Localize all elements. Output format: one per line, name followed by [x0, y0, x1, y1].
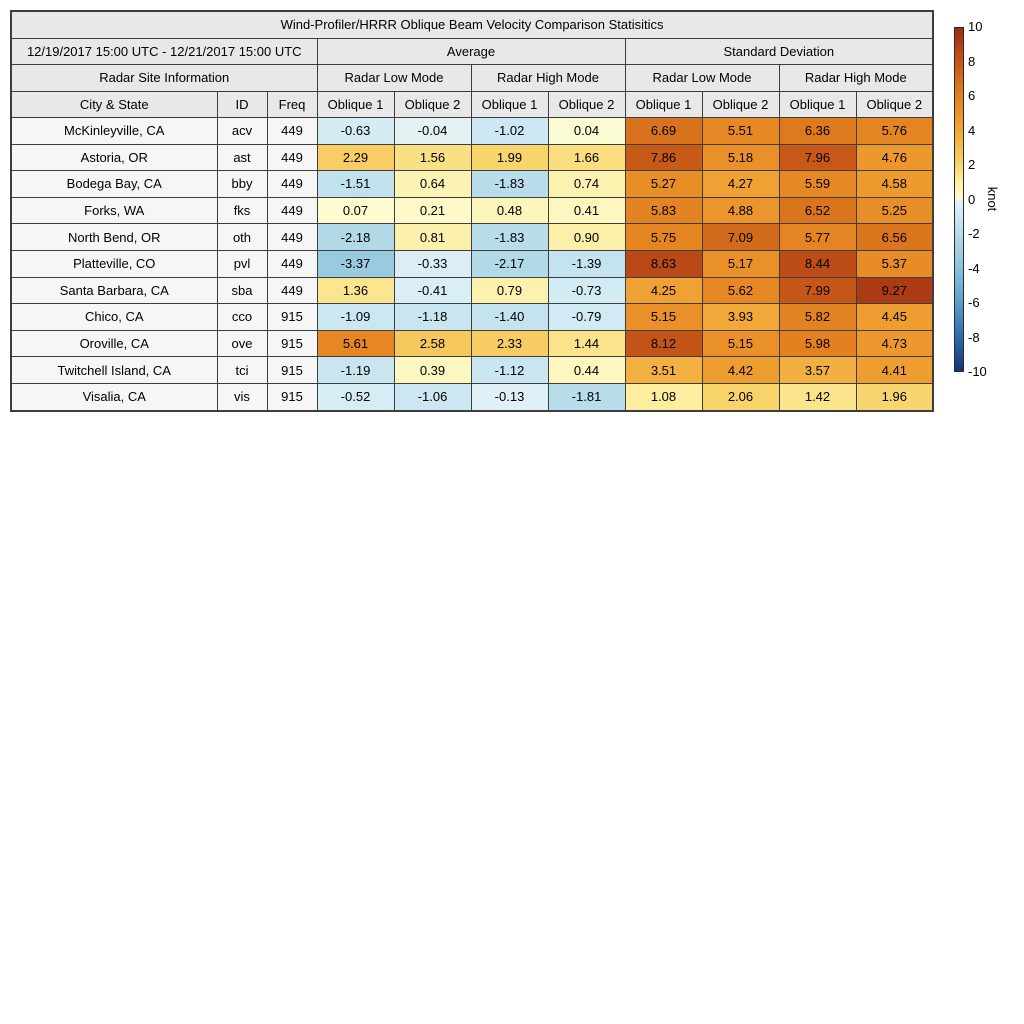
colorbar-tick-label: -6	[968, 295, 980, 310]
value-cell: 1.42	[779, 383, 856, 410]
value-cell: 7.09	[702, 224, 779, 251]
value-cell: 0.81	[394, 224, 471, 251]
value-cell: 4.25	[625, 277, 702, 304]
value-cell: 0.64	[394, 171, 471, 198]
city-cell: Santa Barbara, CA	[11, 277, 217, 304]
site-id-cell: tci	[217, 357, 267, 384]
table-row	[11, 118, 933, 145]
value-cell: -1.09	[317, 304, 394, 331]
value-cell: 1.99	[471, 144, 548, 171]
site-id-cell: vis	[217, 383, 267, 410]
colorbar-tick-label: 2	[968, 157, 976, 172]
value-cell: 4.58	[856, 171, 933, 198]
value-cell: -1.19	[317, 357, 394, 384]
value-cell: 5.83	[625, 197, 702, 224]
value-cell: 5.18	[702, 144, 779, 171]
site-id-cell: sba	[217, 277, 267, 304]
colorbar	[954, 19, 1024, 379]
value-cell: 2.06	[702, 383, 779, 410]
value-cell: 4.27	[702, 171, 779, 198]
value-cell: 8.63	[625, 250, 702, 277]
value-cell: -0.41	[394, 277, 471, 304]
value-cell: 2.29	[317, 144, 394, 171]
value-cell: 5.59	[779, 171, 856, 198]
value-cell: 5.37	[856, 250, 933, 277]
group-header-std-deviation: Standard Deviation	[625, 38, 933, 65]
city-cell: Chico, CA	[11, 304, 217, 331]
value-cell: 4.88	[702, 197, 779, 224]
site-id-cell: ast	[217, 144, 267, 171]
value-cell: 1.44	[548, 330, 625, 357]
table-body	[11, 118, 933, 411]
value-cell: 5.15	[625, 304, 702, 331]
table-row	[11, 250, 933, 277]
colorbar-tick-label: 4	[968, 122, 976, 138]
site-id-cell: pvl	[217, 250, 267, 277]
value-cell: -2.17	[471, 250, 548, 277]
colorbar-tick-label: -8	[968, 329, 980, 345]
value-cell: 5.51	[702, 118, 779, 145]
table-row	[11, 383, 933, 410]
value-cell: 1.56	[394, 144, 471, 171]
value-cell: 5.82	[779, 304, 856, 331]
value-cell: -1.06	[394, 383, 471, 410]
table-row	[11, 330, 933, 357]
value-cell: 2.58	[394, 330, 471, 357]
city-cell: Bodega Bay, CA	[11, 171, 217, 198]
value-cell: 4.76	[856, 144, 933, 171]
value-cell: 0.74	[548, 171, 625, 198]
colorbar-tick-label: -2	[968, 226, 980, 241]
column-header-10: Oblique 2	[856, 91, 933, 118]
column-header-6: Oblique 2	[548, 91, 625, 118]
value-cell: 7.99	[779, 277, 856, 304]
value-cell: 0.48	[471, 197, 548, 224]
site-id-cell: fks	[217, 197, 267, 224]
freq-cell: 915	[267, 357, 317, 384]
value-cell: 7.86	[625, 144, 702, 171]
colorbar-gradient	[954, 27, 964, 372]
value-cell: 5.76	[856, 118, 933, 145]
title-row	[11, 11, 933, 38]
colorbar-tick-label: 8	[968, 53, 976, 69]
value-cell: 6.36	[779, 118, 856, 145]
column-header-8: Oblique 2	[702, 91, 779, 118]
value-cell: 8.12	[625, 330, 702, 357]
value-cell: 1.96	[856, 383, 933, 410]
table-row	[11, 357, 933, 384]
table-row	[11, 277, 933, 304]
freq-cell: 449	[267, 118, 317, 145]
value-cell: 5.98	[779, 330, 856, 357]
freq-cell: 915	[267, 330, 317, 357]
column-header-4: Oblique 2	[394, 91, 471, 118]
value-cell: 0.07	[317, 197, 394, 224]
colorbar-tick-label: -10	[968, 364, 987, 379]
table-row	[11, 197, 933, 224]
value-cell: 1.36	[317, 277, 394, 304]
value-cell: -0.73	[548, 277, 625, 304]
freq-cell: 449	[267, 144, 317, 171]
colorbar-axis-label: knot	[985, 186, 1000, 212]
value-cell: 5.15	[702, 330, 779, 357]
value-cell: 3.57	[779, 357, 856, 384]
value-cell: 6.56	[856, 224, 933, 251]
section-header-std-low-mode: Radar Low Mode	[625, 65, 779, 92]
column-header-3: Oblique 1	[317, 91, 394, 118]
city-cell: North Bend, OR	[11, 224, 217, 251]
city-cell: Platteville, CO	[11, 250, 217, 277]
value-cell: 5.75	[625, 224, 702, 251]
value-cell: -0.33	[394, 250, 471, 277]
colorbar-tick-label: 0	[968, 191, 976, 207]
value-cell: 0.21	[394, 197, 471, 224]
value-cell: -3.37	[317, 250, 394, 277]
value-cell: 3.51	[625, 357, 702, 384]
city-cell: Astoria, OR	[11, 144, 217, 171]
table-row	[11, 171, 933, 198]
section-header-row	[11, 65, 933, 92]
site-id-cell: cco	[217, 304, 267, 331]
value-cell: 5.77	[779, 224, 856, 251]
section-header-avg-high-mode: Radar High Mode	[471, 65, 625, 92]
table-title: Wind-Profiler/HRRR Oblique Beam Velocity Comparison Statisitics	[11, 11, 933, 38]
value-cell: 4.41	[856, 357, 933, 384]
site-id-cell: ove	[217, 330, 267, 357]
section-header-site-info: Radar Site Information	[11, 65, 317, 92]
value-cell: 0.04	[548, 118, 625, 145]
value-cell: 5.17	[702, 250, 779, 277]
column-header-1: ID	[217, 91, 267, 118]
group-header-row	[11, 38, 933, 65]
value-cell: -1.51	[317, 171, 394, 198]
value-cell: -0.04	[394, 118, 471, 145]
value-cell: 1.66	[548, 144, 625, 171]
site-id-cell: oth	[217, 224, 267, 251]
column-header-2: Freq	[267, 91, 317, 118]
column-header-7: Oblique 1	[625, 91, 702, 118]
value-cell: -2.18	[317, 224, 394, 251]
value-cell: 7.96	[779, 144, 856, 171]
table-row	[11, 144, 933, 171]
value-cell: -0.79	[548, 304, 625, 331]
site-id-cell: bby	[217, 171, 267, 198]
value-cell: 0.79	[471, 277, 548, 304]
city-cell: McKinleyville, CA	[11, 118, 217, 145]
city-cell: Oroville, CA	[11, 330, 217, 357]
column-header-9: Oblique 1	[779, 91, 856, 118]
value-cell: 2.33	[471, 330, 548, 357]
stats-table	[10, 10, 934, 412]
column-header-0: City & State	[11, 91, 217, 118]
colorbar-tick-label: -4	[968, 260, 980, 276]
column-header-5: Oblique 1	[471, 91, 548, 118]
table-row	[11, 224, 933, 251]
value-cell: 0.90	[548, 224, 625, 251]
column-header-row	[11, 91, 933, 118]
freq-cell: 449	[267, 171, 317, 198]
value-cell: 5.27	[625, 171, 702, 198]
city-cell: Twitchell Island, CA	[11, 357, 217, 384]
city-cell: Forks, WA	[11, 197, 217, 224]
freq-cell: 449	[267, 277, 317, 304]
value-cell: -1.40	[471, 304, 548, 331]
table-row	[11, 304, 933, 331]
freq-cell: 449	[267, 250, 317, 277]
value-cell: 6.69	[625, 118, 702, 145]
section-header-std-high-mode: Radar High Mode	[779, 65, 933, 92]
value-cell: 9.27	[856, 277, 933, 304]
freq-cell: 449	[267, 224, 317, 251]
value-cell: 1.08	[625, 383, 702, 410]
freq-cell: 915	[267, 383, 317, 410]
site-id-cell: acv	[217, 118, 267, 145]
value-cell: 5.25	[856, 197, 933, 224]
value-cell: 0.41	[548, 197, 625, 224]
value-cell: 5.62	[702, 277, 779, 304]
value-cell: -1.12	[471, 357, 548, 384]
value-cell: -0.63	[317, 118, 394, 145]
value-cell: 3.93	[702, 304, 779, 331]
value-cell: -0.13	[471, 383, 548, 410]
value-cell: 0.39	[394, 357, 471, 384]
value-cell: -1.81	[548, 383, 625, 410]
value-cell: 0.44	[548, 357, 625, 384]
value-cell: -1.83	[471, 171, 548, 198]
group-header-average: Average	[317, 38, 625, 65]
value-cell: 4.73	[856, 330, 933, 357]
value-cell: 6.52	[779, 197, 856, 224]
freq-cell: 915	[267, 304, 317, 331]
value-cell: -1.18	[394, 304, 471, 331]
city-cell: Visalia, CA	[11, 383, 217, 410]
date-range: 12/19/2017 15:00 UTC - 12/21/2017 15:00 UTC	[11, 38, 317, 65]
value-cell: -1.83	[471, 224, 548, 251]
value-cell: -0.52	[317, 383, 394, 410]
colorbar-tick-label: 6	[968, 88, 976, 103]
colorbar-tick-label: 10	[968, 19, 983, 34]
section-header-avg-low-mode: Radar Low Mode	[317, 65, 471, 92]
value-cell: 4.42	[702, 357, 779, 384]
value-cell: 5.61	[317, 330, 394, 357]
value-cell: -1.02	[471, 118, 548, 145]
value-cell: 4.45	[856, 304, 933, 331]
value-cell: -1.39	[548, 250, 625, 277]
freq-cell: 449	[267, 197, 317, 224]
value-cell: 8.44	[779, 250, 856, 277]
